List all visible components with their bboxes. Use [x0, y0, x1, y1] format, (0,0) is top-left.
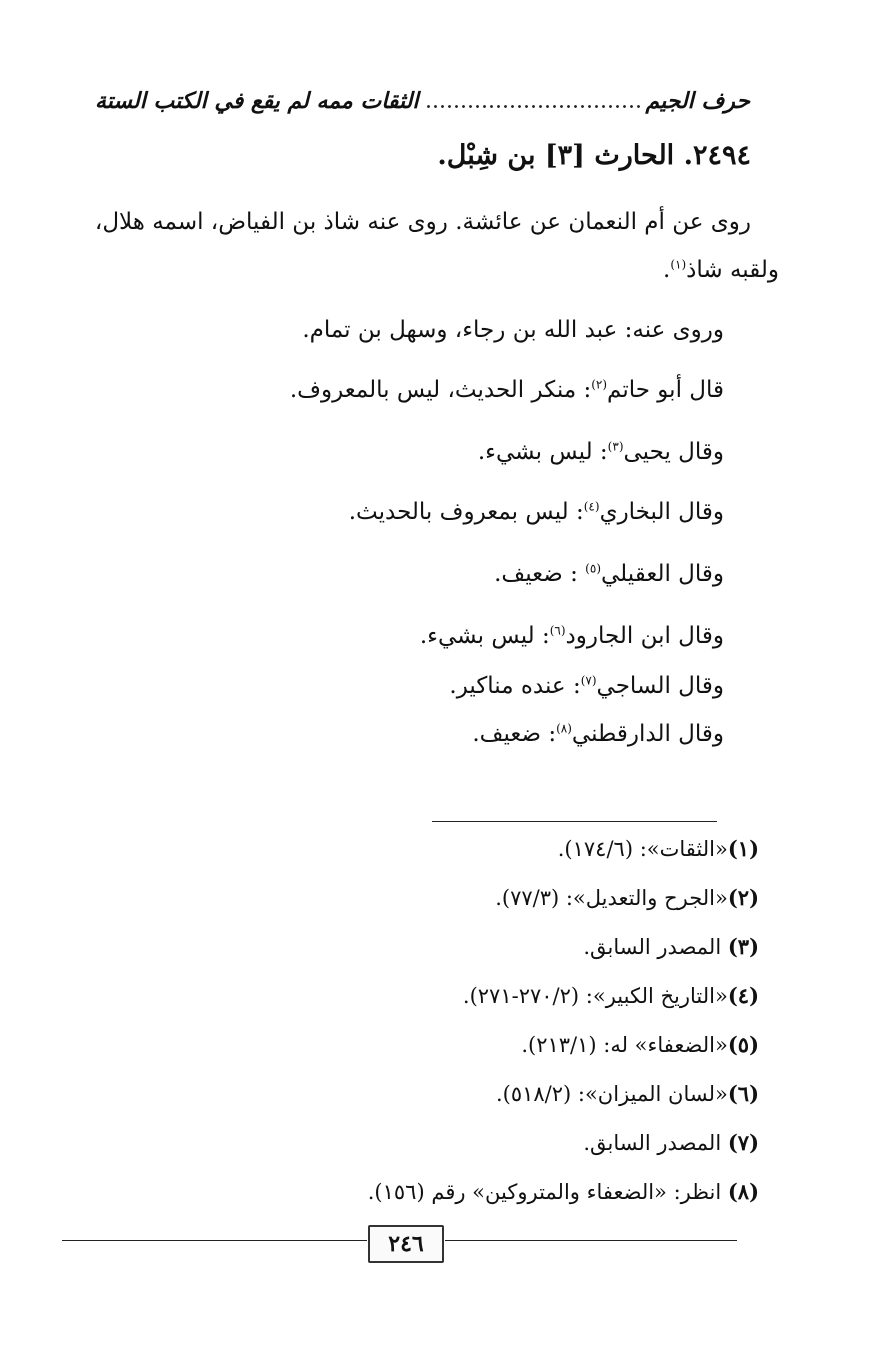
quote-abu-hatim [290, 372, 724, 408]
paragraph-line-2-end: . [663, 257, 671, 283]
paragraph-line-2-text: ولقبه شاذ [686, 257, 779, 283]
footnote-ref-8: (٨) [556, 721, 572, 736]
footnote-text: «التاريخ الكبير»: (٢٧٠/٢-٢٧١). [462, 984, 728, 1008]
footnote-ref-5: (٥) [585, 561, 601, 576]
footnote-separator [432, 821, 717, 822]
footnote-number: (٢) [727, 885, 759, 910]
footnote-number: (١) [727, 836, 759, 861]
footnote-1 [558, 832, 759, 866]
footnote-6 [496, 1077, 759, 1111]
entry-heading [331, 136, 751, 176]
header-dot-leader [425, 105, 640, 108]
quote-bukhari [349, 494, 724, 530]
footnote-number: (٣) [727, 934, 759, 959]
quote-label: وقال البخاري [599, 499, 724, 525]
quote-text: : عنده مناكير. [449, 673, 581, 699]
header-chapter: حرف الجيم [645, 88, 750, 114]
page-number: ٢٤٦ [368, 1225, 444, 1263]
footnote-ref-7: (٧) [580, 673, 597, 688]
bottom-rule-left [62, 1240, 367, 1241]
footnote-4 [463, 979, 759, 1013]
footnote-text: المصدر السابق. [583, 935, 728, 959]
quote-saji [449, 668, 724, 704]
quote-ibn-al-jarud [420, 618, 724, 654]
quote-label: وقال الساجي [596, 673, 724, 699]
quote-yahya [478, 434, 724, 470]
footnote-text: «الجرح والتعديل»: (٧٧/٣). [495, 886, 728, 910]
footnote-ref-3: (٣) [607, 439, 624, 454]
quote-text: : ليس بمعروف بالحديث. [348, 499, 584, 525]
quote-text: : ضعيف. [472, 721, 557, 747]
footnote-ref-6: (٦) [549, 623, 566, 638]
footnote-text: المصدر السابق. [583, 1131, 728, 1155]
footnote-8 [368, 1175, 759, 1209]
footnote-number: (٧) [727, 1130, 759, 1155]
narrators-line: وروى عنه: عبد الله بن رجاء، وسهل بن تمام. [302, 317, 724, 343]
entry-paragraph [71, 198, 779, 294]
quote-label: وقال يحيى [623, 439, 724, 465]
quote-text: : ليس بشيء. [419, 623, 550, 649]
paragraph-line-2 [71, 246, 779, 294]
entry-number: ٢٤٩٤. [683, 140, 751, 171]
footnote-number: (٨) [727, 1179, 759, 1204]
quote-label: وقال العقيلي [601, 561, 724, 587]
quote-daraqutni [472, 716, 724, 752]
quote-label: وقال ابن الجارود [565, 623, 724, 649]
footnote-7 [583, 1126, 759, 1160]
running-header [95, 78, 750, 114]
footnote-text: «الضعفاء» له: (٢١٣/١). [521, 1033, 728, 1057]
paragraph-line-1: روى عن أم النعمان عن عائشة. روى عنه شاذ بن الفياض، اسمه هلال، [94, 209, 751, 235]
footnote-number: (٥) [727, 1032, 759, 1057]
quote-text: : منكر الحديث، ليس بالمعروف. [289, 377, 592, 403]
footnote-text: «الثقات»: (١٧٤/٦). [557, 837, 728, 861]
footnote-number: (٦) [727, 1081, 759, 1106]
footnote-5 [521, 1028, 759, 1062]
footnote-3 [583, 930, 759, 964]
footnote-2 [495, 881, 759, 915]
quote-label: وقال الدارقطني [571, 721, 724, 747]
footnote-ref-1: (١) [670, 257, 687, 272]
footnote-text: «لسان الميزان»: (٥١٨/٢). [495, 1082, 728, 1106]
footnote-text: انظر: «الضعفاء والمتروكين» رقم (١٥٦). [367, 1180, 728, 1204]
quote-label: قال أبو حاتم [607, 377, 724, 403]
entry-name: الحارث [٣] بن شِبْل. [437, 140, 675, 171]
bottom-rule-right [445, 1240, 737, 1241]
header-book-title: الثقات ممه لم يقع في الكتب الستة [95, 88, 419, 114]
quote-text: : ضعيف. [494, 561, 586, 587]
footnote-ref-4: (٤) [583, 499, 600, 514]
footnote-ref-2: (٢) [591, 377, 608, 392]
quote-text: : ليس بشيء. [477, 439, 608, 465]
quote-uqayli [494, 556, 724, 592]
footnote-number: (٤) [727, 983, 759, 1008]
